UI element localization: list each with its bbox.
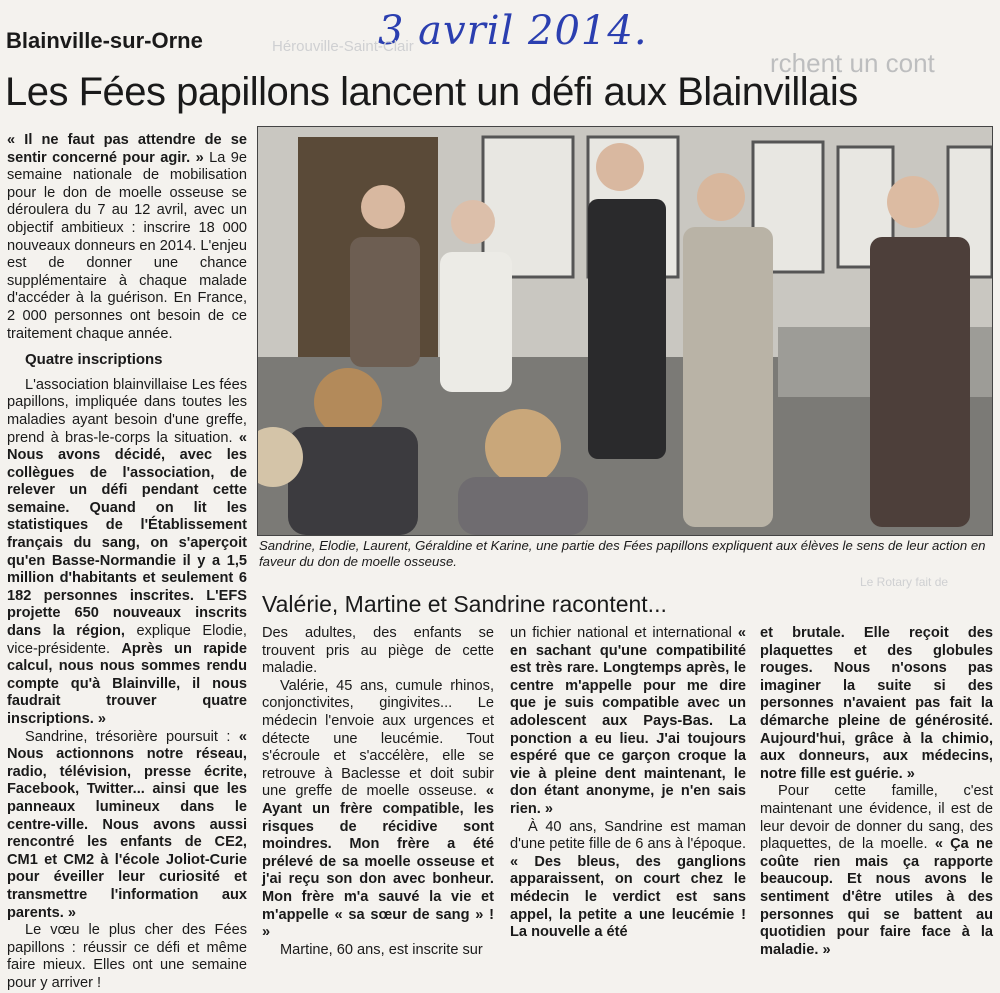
association-paragraph (7, 377, 247, 729)
column-1 (7, 132, 247, 993)
sandrine-story-quote-end: et brutale. Elle reçoit des plaquettes et des globules rouges. Nous n'osons pas imaginer la suite si des personnes n'avaient pas fait la démarche pleine de générosité. Aujourd'hui, grâce à la chimio, aux donneurs, aux médecins, notre fille est guérie. » (760, 625, 993, 782)
intro-paragraph (7, 132, 247, 343)
martine-paragraph: Martine, 60 ans, est inscrite sur (280, 941, 483, 958)
intro-text: La 9e semaine nationale de mobilisation pour le don de moelle osseuse se déroulera du 7 au 12 avril, avec un objectif ambitieux : inscrire 18 000 nouveaux donneurs en 2014. L'enjeu est de donner une chance supplémentaire à chaque malade d'accéder à la guérison. En France, 2 000 personnes ont besoin de ce traitement chaque année. (7, 149, 247, 342)
martine-quote: « en sachant qu'une compatibilité est très rare. Longtemps après, le centre m'appelle pour me dire que je suis compatible avec un adolescent aux Pays-Bas. La ponction a eu lieu. J'ai toujours espéré que ce garçon croque la vie à pleine dent maintenant, le don étant anonyme, je n'en sais rien. » (510, 625, 746, 817)
photo-caption: Sandrine, Elodie, Laurent, Géraldine et Karine, une partie des Fées papillons expliquent aux élèves le sens de leur action en faveur du don de moelle osseuse. (259, 538, 986, 569)
column-4 (760, 625, 993, 959)
family-paragraph (760, 783, 993, 959)
valerie-text: Valérie, 45 ans, cumule rhinos, conjonctivites, gingivites... Le médecin l'envoie aux urgences et détecte une leucémie. Tout s'écroule et s'accélère, elle se retrouve à Baclesse et doit subir une greffe de moelle osseuse. (262, 677, 494, 800)
handwritten-date: 3 avril 2014. (378, 8, 648, 54)
bleed-through-small: Le Rotary fait de (860, 575, 949, 589)
sandrine-quote: « Nous actionnons notre réseau, radio, télévision, presse écrite, Facebook, Twitter... ainsi que les panneaux lumineux dans le centre-ville. Nous avons aussi rencontré les enfants de CE2, CM1 et CM2 à l'école Joliot-Curie pour éveiller leur curiosité et transmettre l'information aux parents. » (7, 728, 247, 921)
section-title: Valérie, Martine et Sandrine racontent... (262, 591, 667, 617)
association-text: L'association blainvillaise Les fées papillons, impliquée dans toutes les maladies ayant besoin d'une greffe, prend à bras-le-corps la situation. (7, 376, 247, 446)
attribution-sandrine: Sandrine, trésorière poursuit : (25, 728, 231, 745)
martine-text: un fichier national et international (510, 625, 732, 641)
sandrine-story-text: À 40 ans, Sandrine est maman d'une petite fille de 6 ans à l'époque. (510, 818, 747, 853)
bleed-through-text: Hérouville-Saint-Clair (272, 38, 414, 55)
sandrine-paragraph (7, 729, 247, 923)
headline: Les Fées papillons lancent un défi aux Blainvillais (5, 70, 858, 114)
location-label: Blainville-sur-Orne (6, 28, 203, 53)
martine-paragraph-continued (510, 625, 746, 819)
family-quote: « Ça ne coûte rien mais ça rapporte beaucoup. Et nous avons le sentiment d'être utiles à des personnes qui se battent au quotidien pour faire face à la maladie. » (760, 836, 993, 958)
column-3 (510, 625, 746, 942)
closing-paragraph: Le vœu le plus cher des Fées papillons : réussir ce défi et même faire mieux. Elles ont une semaine pour y arriver ! (7, 922, 247, 991)
sandrine-story-quote: « Des bleus, des ganglions apparaissent, on court chez le médecin le verdict est sans appel, la petite a une leucémie ! La nouvelle a été (510, 853, 746, 941)
valerie-quote: « Ayant un frère compatible, les risques de récidive sont moindres. Mon frère a été prélevé de sa moelle osseuse et j'ai reçu son don avec bonheur. Mon frère m'a sauvé la vie et m'appelle « sa sœur de sang » ! » (262, 783, 494, 941)
family-text: Pour cette famille, c'est maintenant une évidence, il est de leur devoir de donner du sang, des plaquettes, de la moelle. (760, 783, 993, 853)
classroom-scene (258, 127, 992, 535)
sandrine-quote-continued (760, 625, 993, 783)
article-photo (257, 126, 993, 536)
sandrine-story-paragraph (510, 819, 746, 942)
column-2 (262, 625, 494, 959)
bleed-through-heading: rchent un cont (770, 48, 935, 78)
subheading: Quatre inscriptions (25, 351, 163, 369)
intro-victims: Des adultes, des enfants se trouvent pris au piège de cette maladie. (262, 625, 494, 677)
attribution-elodie: explique Elodie, vice-présidente. (7, 623, 247, 657)
elodie-quote-continued: Après un rapide calcul, nous nous sommes rendu compte qu'à Blainville, il nous faudrait trouver quatre inscriptions. » (7, 640, 247, 727)
elodie-quote: « Nous avons décidé, avec les collègues de l'association, de relever un défi pendant cette semaine. Quand on lit les statistiques de l'Établissement français du sang, on s'aperçoit qu'en Basse-Normandie il y a 1,5 million d'habitants et seulement 6 182 personnes inscrites. L'EFS projette 650 nouveaux inscrits dans la région, (7, 429, 247, 640)
intro-quote: « Il ne faut pas attendre de se sentir concerné pour agir. » (7, 132, 247, 166)
valerie-paragraph (262, 678, 494, 942)
